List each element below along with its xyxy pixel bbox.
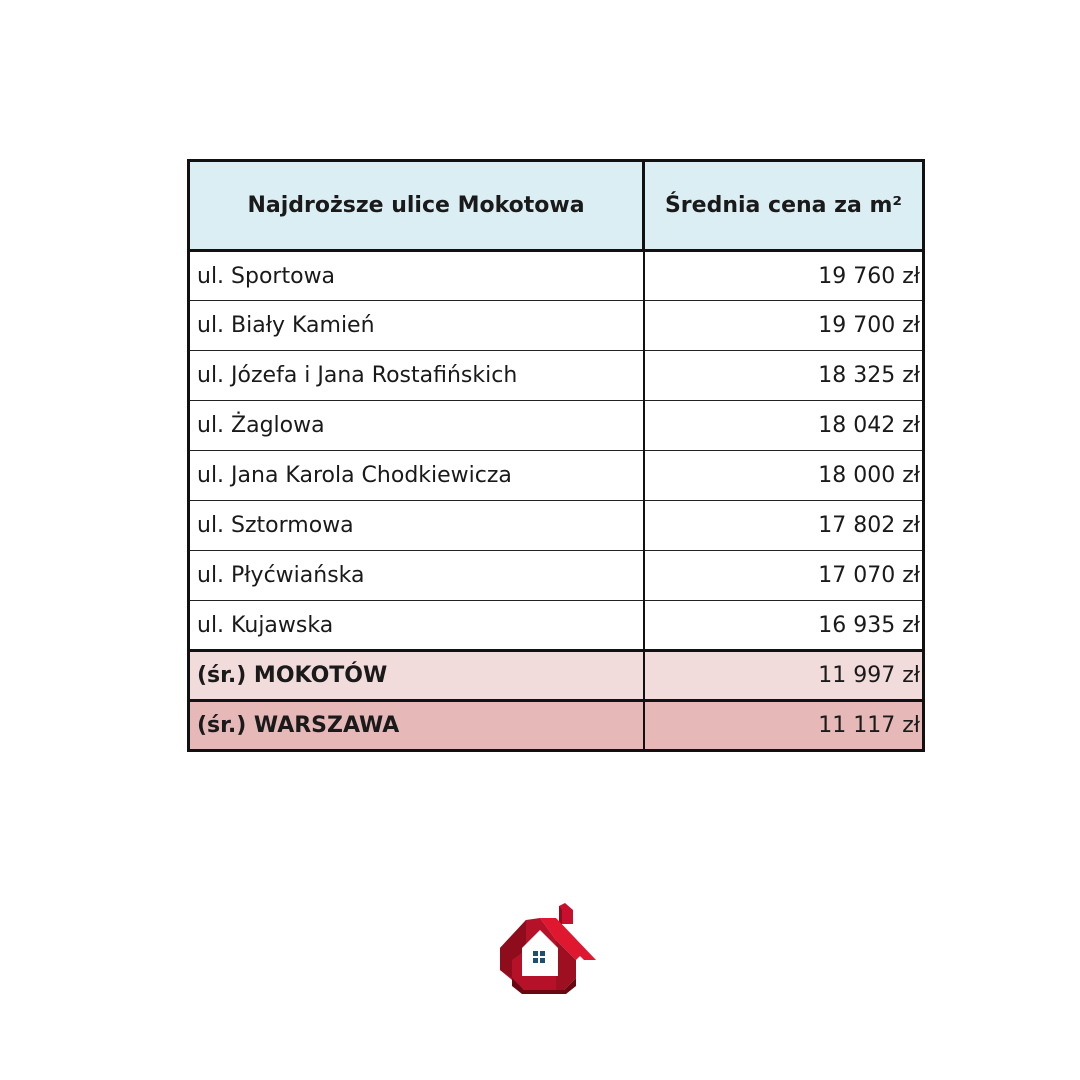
table-row [189,551,924,601]
table-header-row [189,161,924,251]
street-price: 16 935 zł [644,601,924,651]
mokotow-average-label: (śr.) MOKOTÓW [189,651,644,701]
price-column-header: Średnia cena za m² [644,161,924,251]
street-price: 18 042 zł [644,401,924,451]
mokotow-average-price: 11 997 zł [644,651,924,701]
street-name: ul. Żaglowa [189,401,644,451]
street-price: 19 700 zł [644,301,924,351]
street-price: 17 070 zł [644,551,924,601]
table-row [189,351,924,401]
street-column-header: Najdroższe ulice Mokotowa [189,161,644,251]
street-price: 18 325 zł [644,351,924,401]
table-row [189,301,924,351]
street-name: ul. Kujawska [189,601,644,651]
table-row [189,451,924,501]
table-row [189,251,924,301]
mokotow-average-row [189,651,924,701]
street-price: 17 802 zł [644,501,924,551]
warszawa-average-price: 11 117 zł [644,701,924,751]
table-row [189,401,924,451]
street-name: ul. Jana Karola Chodkiewicza [189,451,644,501]
street-price: 19 760 zł [644,251,924,301]
warszawa-average-label: (śr.) WARSZAWA [189,701,644,751]
street-name: ul. Sztormowa [189,501,644,551]
street-price: 18 000 zł [644,451,924,501]
street-name: ul. Płyćwiańska [189,551,644,601]
warszawa-average-row [189,701,924,751]
street-name: ul. Józefa i Jana Rostafińskich [189,351,644,401]
street-name: ul. Sportowa [189,251,644,301]
table-row [189,501,924,551]
table-row [189,601,924,651]
price-table [187,159,925,752]
house-logo-icon [496,900,600,996]
street-name: ul. Biały Kamień [189,301,644,351]
